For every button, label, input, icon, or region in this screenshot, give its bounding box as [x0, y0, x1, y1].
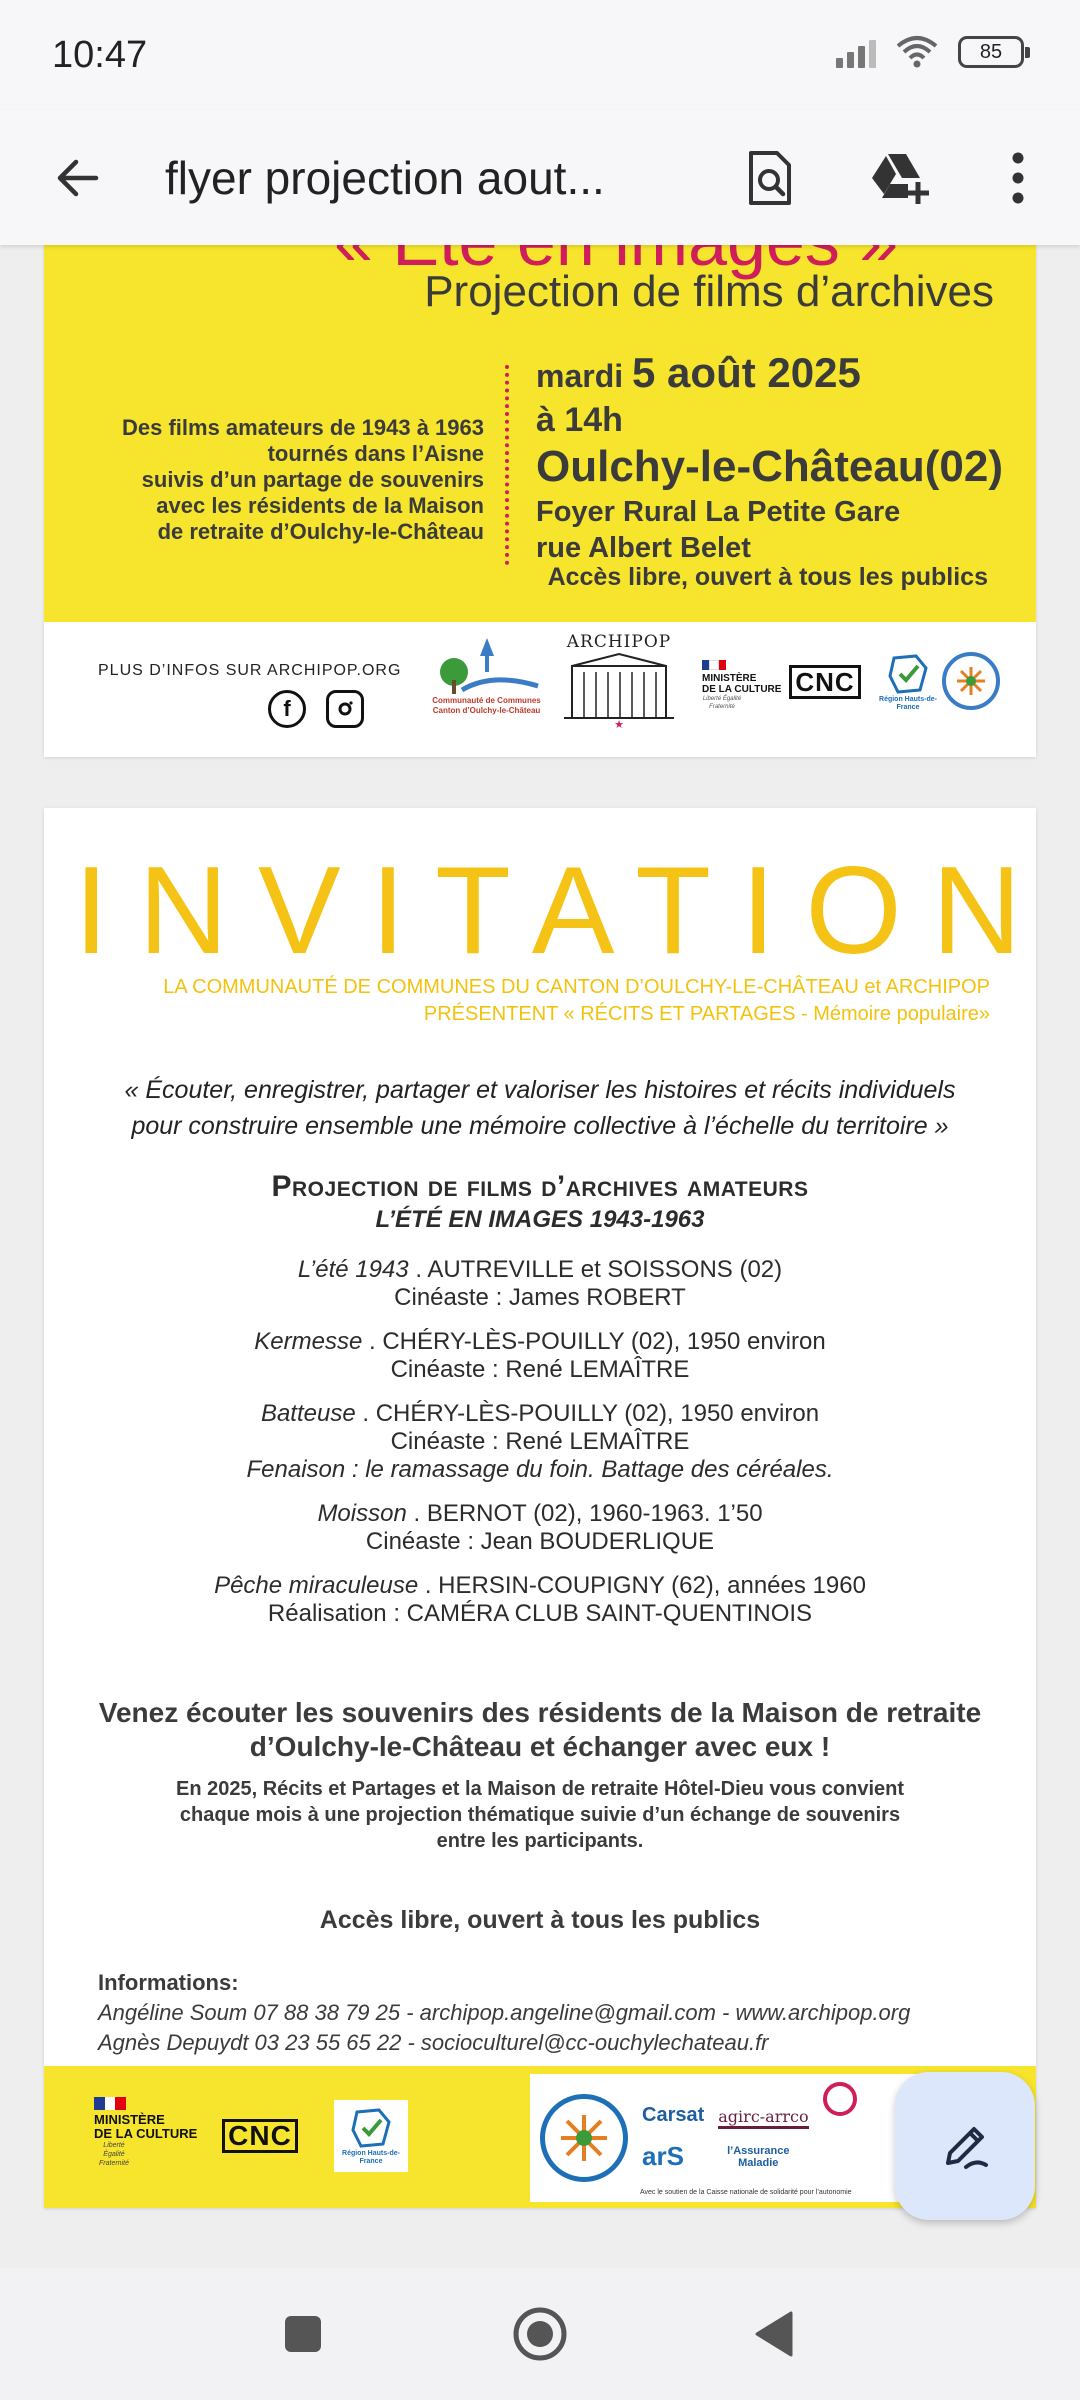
program-description: En 2025, Récits et Partages et la Maison de retraite Hôtel-Dieu vous convient chaque mois à une projection thématique suivie d’un échange de souvenirs entre les participants.: [175, 1778, 905, 1852]
arrow-back-icon: [54, 154, 102, 202]
back-button[interactable]: [40, 140, 116, 216]
logo-agence-habitat: [823, 2082, 857, 2116]
logo-recits-partages: [942, 652, 1000, 710]
contact-line: Agnès Depuydt 03 23 55 65 22 - socioculturel@cc-ouchylechateau.fr: [98, 2030, 769, 2055]
support-text: Avec le soutien de la Caisse nationale de solidarité pour l’autonomie: [640, 2189, 852, 2196]
event-time: à 14h: [536, 401, 623, 439]
status-icons: [836, 36, 1024, 68]
dotted-divider: [505, 365, 509, 565]
invitation-callout: Venez écouter les souvenirs des résidents de la Maison de retraite d’Oulchy-le-Château et échanger avec eux !: [98, 1697, 982, 1762]
flyer-description: Des films amateurs de 1943 à 1963 tournés dans l’Aisne suivis d’un partage de souvenirs avec les résidents de la Maison de retraite d’Oulchy-le-Château: [121, 415, 484, 544]
film-item: Batteuse . CHÉRY-LÈS-POUILLY (02), 1950 environ Cinéaste : René LEMAÎTRE Fenaison : le ramassage du foin. Battage des céréales.: [246, 1400, 834, 1483]
edit-pen-icon: [938, 2119, 992, 2173]
logo-cnc: CNC: [220, 2116, 300, 2156]
event-venue: Foyer Rural La Petite Gare: [536, 496, 901, 528]
wifi-icon: [896, 36, 938, 68]
logo-cnc: CNC: [788, 660, 862, 704]
logo-ministere-culture: MINISTÈRE DE LA CULTURE Liberté Égalité Fraternité: [94, 2092, 204, 2172]
system-nav-bar: [0, 2268, 1080, 2400]
sponsor-footer: [44, 2066, 1036, 2208]
flyer-subtitle: Projection de films d’archives: [424, 267, 994, 316]
mission-quote: « Écouter, enregistrer, partager et valoriser les histoires et récits individuels pour construire ensemble une mémoire collective à l’échelle du territoire »: [124, 1076, 956, 1140]
event-details: [536, 349, 1003, 564]
battery-icon: 85: [958, 36, 1024, 68]
instagram-icon: [326, 690, 364, 728]
recent-apps-button[interactable]: [271, 2302, 335, 2366]
contact-info: Informations: Angéline Soum 07 88 38 79 25 - archipop.angeline@gmail.com - www.archipop.org Agnès Depuydt 03 23 55 65 22 - socioculturel@cc-ouchylechateau.fr: [98, 1968, 910, 2058]
signal-icon: [836, 36, 876, 68]
document-title: flyer projection aout...: [165, 152, 605, 204]
more-options-button[interactable]: [980, 140, 1056, 216]
logo-ars: arS: [642, 2141, 684, 2171]
flyer-header: [44, 245, 1036, 622]
square-icon: [285, 2316, 321, 2352]
event-city: Oulchy-le-Château(02): [536, 442, 1003, 491]
add-to-drive-button[interactable]: [862, 140, 938, 216]
film-item: Kermesse . CHÉRY-LÈS-POUILLY (02), 1950 environ Cinéaste : René LEMAÎTRE: [254, 1328, 826, 1383]
add-to-drive-icon: [868, 150, 932, 206]
facebook-icon: f: [268, 690, 306, 728]
projection-title: Projection de films d’archives amateurs: [271, 1170, 809, 1203]
access-info: Accès libre, ouvert à tous les publics: [547, 563, 988, 591]
logo-assurance-maladie: l’Assurance Maladie: [727, 2145, 790, 2169]
home-button[interactable]: [508, 2302, 572, 2366]
find-in-page-button[interactable]: [732, 140, 808, 216]
film-item: Moisson . BERNOT (02), 1960-1963. 1’50 Cinéaste : Jean BOUDERLIQUE: [317, 1500, 763, 1555]
status-bar: [0, 0, 1080, 110]
film-list: [44, 1256, 1036, 1644]
back-nav-button[interactable]: [741, 2302, 805, 2366]
back-triangle-icon: [751, 2309, 795, 2359]
film-item: Pêche miraculeuse . HERSIN-COUPIGNY (62), années 1960 Réalisation : CAMÉRA CLUB SAINT-QUENTINOIS: [214, 1572, 866, 1627]
find-in-page-icon: [745, 150, 795, 206]
flyer-footer: [44, 622, 1036, 757]
status-time: 10:47: [52, 34, 148, 76]
invitation-title: INVITATION: [74, 842, 1052, 980]
app-bar: [0, 110, 1080, 245]
logo-ministere-culture: MINISTÈRE DE LA CULTURE Liberté Égalité Fraternité: [702, 650, 782, 720]
event-street: rue Albert Belet: [536, 532, 751, 564]
access-info: Accès libre, ouvert à tous les publics: [319, 1906, 761, 1934]
pdf-page-2: [44, 808, 1052, 2208]
logo-archipop: ARCHIPOP ★: [566, 632, 672, 731]
film-item: L’été 1943 . AUTREVILLE et SOISSONS (02) Cinéaste : James ROBERT: [297, 1256, 783, 1311]
logo-region-hauts-de-france: Région Hauts-de-France: [334, 2100, 408, 2172]
more-vert-icon: [1010, 152, 1026, 204]
home-circle-icon: [511, 2305, 569, 2363]
more-info-text: PLUS D’INFOS SUR ARCHIPOP.ORG: [98, 662, 402, 679]
pdf-page-1: [44, 245, 1036, 757]
projection-subtitle: L’ÉTÉ EN IMAGES 1943-1963: [375, 1206, 705, 1233]
logo-communaute-communes: Communauté de Communes Canton d’Oulchy-le-Château: [424, 626, 549, 726]
logo-carsat: Carsat: [642, 2104, 705, 2126]
svg-text:★: ★: [614, 719, 624, 731]
logo-agirc-arrco: agirc-arrco: [718, 2107, 808, 2129]
edit-annotate-button[interactable]: [895, 2072, 1035, 2220]
presenters-text: LA COMMUNAUTÉ DE COMMUNES DU CANTON D’OULCHY-LE-CHÂTEAU et ARCHIPOP PRÉSENTENT « RÉCITS ET PARTAGES - Mémoire populaire»: [163, 976, 990, 1025]
event-date: mardi 5 août 2025: [536, 349, 861, 396]
logo-region-hauts-de-france: Région Hauts-de-France: [874, 642, 942, 722]
logo-conference-financeurs: [540, 2094, 628, 2182]
contact-line: Angéline Soum 07 88 38 79 25 - archipop.angeline@gmail.com - www.archipop.org: [98, 2000, 911, 2025]
